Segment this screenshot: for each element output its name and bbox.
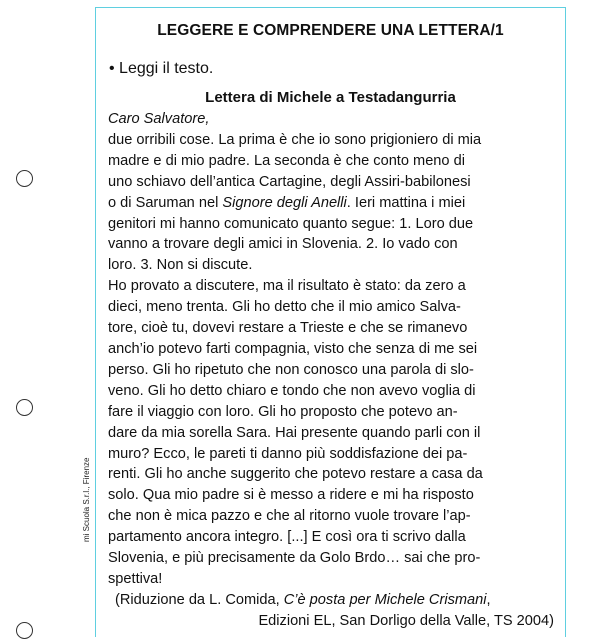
letter-line xyxy=(108,402,560,423)
letter-line-12-part-0: perso. Gli ho ripetuto che non conosco una parola di slo- xyxy=(108,361,474,378)
letter-line-17-part-0: renti. Gli ho anche suggerito che potevo restare a casa da xyxy=(108,466,483,483)
letter-line xyxy=(108,276,560,297)
letter-line-13-part-0: veno. Gli ho detto chiaro e tondo che non avevo voglia di xyxy=(108,382,476,399)
letter-line xyxy=(108,151,560,172)
worksheet-card xyxy=(95,7,566,637)
letter-line-4-part-1: Signore degli Anelli xyxy=(222,194,347,211)
letter-line xyxy=(108,464,560,485)
letter-line-18-part-0: solo. Qua mio padre si è messo a ridere e mi ha risposto xyxy=(108,487,474,504)
letter-line xyxy=(108,381,560,402)
letter-line xyxy=(108,444,560,465)
letter-line xyxy=(108,193,560,214)
letter-line-0-part-0: Caro Salvatore, xyxy=(108,111,210,127)
letter-line xyxy=(108,506,560,527)
letter-lines xyxy=(108,109,560,590)
letter-line-8-part-0: Ho provato a discutere, ma il risultato è stato: da zero a xyxy=(108,278,466,295)
letter-line xyxy=(108,214,560,235)
publisher-credit: mi Scuola S.r.l., Firenze xyxy=(82,457,91,542)
letter-line-9-part-0: dieci, meno trenta. Gli ho detto che il mio amico Salva- xyxy=(108,299,461,316)
source-citation-line1 xyxy=(108,590,560,611)
letter-line xyxy=(108,234,560,255)
source-line1-part-1: C’è posta per Michele Crismani xyxy=(283,591,487,608)
letter-line xyxy=(108,423,560,444)
letter-line xyxy=(108,339,560,360)
letter-line xyxy=(108,297,560,318)
letter-line xyxy=(108,485,560,506)
letter-line xyxy=(108,569,560,590)
letter-line xyxy=(108,318,560,339)
letter-line-2-part-0: madre e di mio padre. La seconda è che conto meno di xyxy=(108,152,465,169)
letter-line-22-part-0: spettiva! xyxy=(108,570,163,587)
letter-line xyxy=(108,130,560,151)
source-line1-part-0: (Riduzione da L. Comida, xyxy=(115,591,284,608)
letter-line-3-part-0: uno schiavo dell’antica Cartagine, degli Assiri-babilonesi xyxy=(108,173,471,190)
letter-line-11-part-0: anch’io potevo farti compagnia, visto che senza di me sei xyxy=(108,340,478,357)
binder-hole-middle xyxy=(16,399,33,416)
source-citation-line2: Edizioni EL, San Dorligo della Valle, TS 2004) xyxy=(258,612,554,629)
letter-line-20-part-0: partamento ancora integro. [...] E così ora ti scrivo dalla xyxy=(108,529,466,546)
letter-line xyxy=(108,172,560,193)
letter-line-6-part-0: vanno a trovare degli amici in Slovenia. 2. Io vado con xyxy=(108,236,458,253)
letter-line xyxy=(108,548,560,569)
letter-line-5-part-0: genitori mi hanno comunicato quanto segue: 1. Loro due xyxy=(108,215,474,232)
letter-line xyxy=(108,109,560,130)
letter-line-10-part-0: tore, cioè tu, dovevi restare a Trieste e che se rimanevo xyxy=(108,320,468,337)
letter-line-4-part-0: o di Saruman nel xyxy=(108,194,223,211)
letter-line xyxy=(108,527,560,548)
letter-line xyxy=(108,360,560,381)
binder-hole-top xyxy=(16,170,33,187)
binder-hole-bottom xyxy=(16,622,33,639)
letter-line xyxy=(108,255,560,276)
letter-line-14-part-0: fare il viaggio con loro. Gli ho proposto che potevo an- xyxy=(108,403,458,420)
letter-line-21-part-0: Slovenia, e più precisamente da Golo Brdo… sai che pro- xyxy=(108,550,481,567)
letter-line-1-part-0: due orribili cose. La prima è che io sono prigioniero di mia xyxy=(108,131,482,148)
letter-line-15-part-0: dare da mia sorella Sara. Hai presente quando parli con il xyxy=(108,424,481,441)
worksheet-heading: LEGGERE E COMPRENDERE UNA LETTERA/1 xyxy=(157,22,504,39)
letter-line-4-part-2: . Ieri mattina i miei xyxy=(346,194,466,211)
instruction: • Leggi il testo. xyxy=(109,60,214,77)
letter-body xyxy=(108,109,560,632)
letter-line-16-part-0: muro? Ecco, le pareti ti danno più soddisfazione dei pa- xyxy=(108,445,468,462)
letter-line-7-part-0: loro. 3. Non si discute. xyxy=(108,257,253,274)
letter-line-19-part-0: che non è mica pazzo e che al ritorno vuole trovare l’ap- xyxy=(108,508,471,525)
source-line1-part-2: , xyxy=(486,591,491,608)
letter-title: Lettera di Michele a Testadangurria xyxy=(205,89,456,106)
